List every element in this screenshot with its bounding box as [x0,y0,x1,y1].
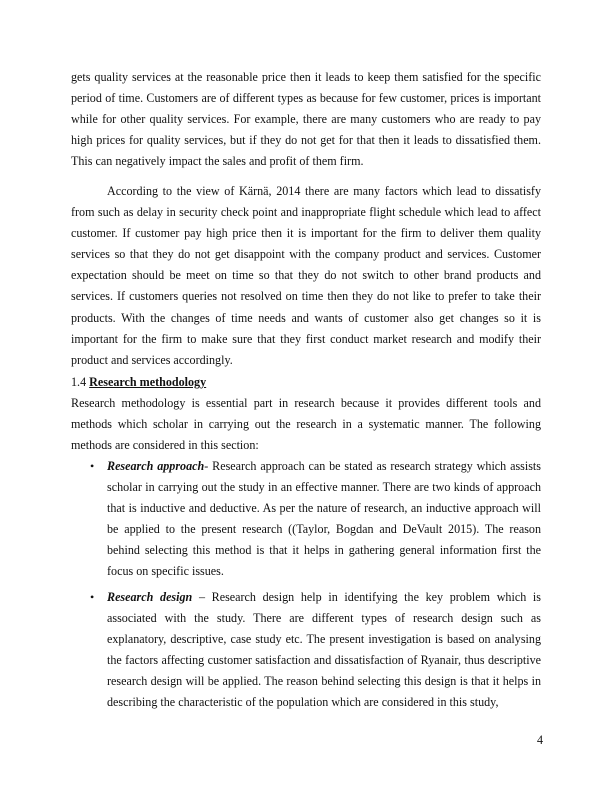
body-paragraph: According to the view of Kärnä, 2014 there are many factors which lead to dissatisfy from such as delay in security check point and inappropriate flight schedule which lead to affect customer. If customer pay high price then it is important for the firm to deliver them quality services so that they do not get disappoint with the company product and services. Customer expectation should be meet on time so that they do not switch to other brand products and services. If customers queries not resolved on time then they do not like to prefer to take their products. With the changes of time needs and wants of customer also get changes so it is important for the firm to make sure that they first conduct market research and modify their product and services accordingly. [71,184,541,367]
section-title: Research methodology [89,375,207,389]
list-item-text: Research approach can be stated as research strategy which assists scholar in carrying out the study in an effective manner. There are two kinds of approach that is inductive and deductive. As per the nature of research, an inductive approach will be applied to the present research ((Taylor, Bogdan and DeVault 2015). The reason behind selecting this method is that it helps in gathering general information first the focus on specific issues. [107,459,541,579]
list-item-separator: - [204,459,213,473]
list-item [90,456,541,583]
methods-list [90,456,541,713]
list-item [90,587,541,714]
bullet-icon: • [90,459,95,473]
list-item-term: Research design [107,589,193,604]
section-number: 1.4 [71,375,90,389]
list-item-term: Research approach [107,459,205,473]
section-intro: Research methodology is essential part in research because it provides different tools and methods which scholar in carrying out the research in a systematic manner. The following methods are considered in this section: [71,396,541,453]
body-paragraph: gets quality services at the reasonable price then it leads to keep them satisfied for the specific period of time. Customers are of different types as because for few customer, prices is important while for other quality services. For example, there are many customers who are ready to pay high prices for quality services, but if they do not get for that then it leads to dissatisfied them. This can negatively impact the sales and profit of them firm. [71,70,541,169]
list-item-separator: – [192,589,212,604]
page-number: 4 [536,733,543,747]
section-heading [71,372,206,393]
bullet-icon: • [90,589,95,604]
list-item-text: Research design help in identifying the key problem which is associated with the study. There are different types of research design such as explanatory, descriptive, case study etc. The present investigation is based on analysing the factors affecting customer satisfaction and dissatisfaction of Ryanair, thus descriptive research design will be applied. The reason behind selecting this design is that it helps in describing the characteristic of the population which are considered in this study, [107,589,541,710]
